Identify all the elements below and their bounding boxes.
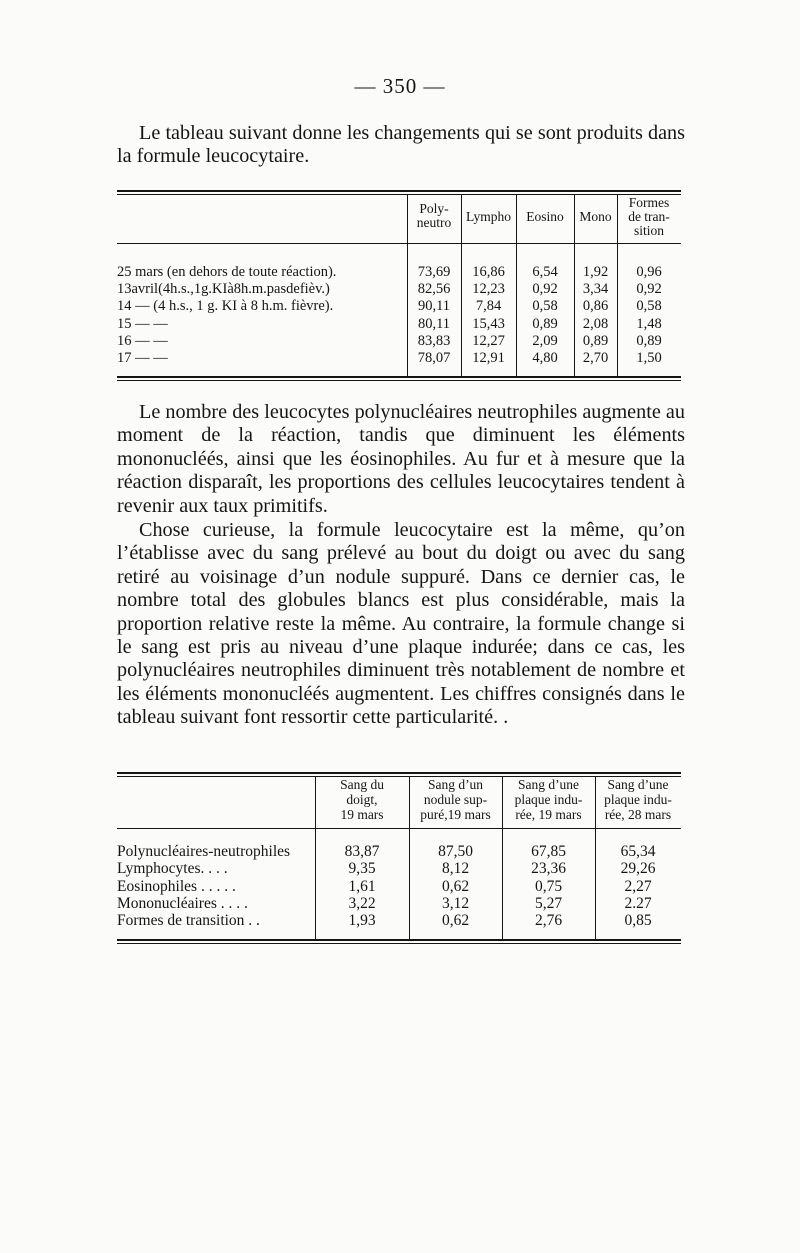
row-label: 16 — —	[117, 332, 168, 349]
table-cell: 78,07	[417, 350, 451, 366]
column-header-polyneutro: Poly- neutro	[416, 201, 452, 230]
column-header-lympho: Lympho	[465, 209, 511, 224]
table-blood-sample-comparison	[117, 772, 681, 944]
row-label: Mononucléaires . . . .	[117, 894, 248, 912]
table-rule	[117, 772, 681, 774]
table-cell: 83,87	[344, 843, 380, 860]
table-cell: 1,61	[348, 877, 376, 895]
row-label: 17 — —	[117, 350, 168, 366]
table-cell: 90,11	[417, 298, 451, 315]
table-cell: 9,35	[348, 860, 376, 878]
table-cell: 7,84	[475, 298, 502, 315]
table-cell: 1,50	[636, 350, 662, 366]
table-cell: 5,27	[534, 894, 563, 912]
table-cell: 73,69	[417, 264, 451, 280]
table-rule	[117, 194, 681, 195]
table-cell: 16,86	[472, 264, 505, 280]
table-cell: 2,70	[582, 350, 609, 366]
table-cell: 0,75	[534, 877, 563, 895]
table-cell: 65,34	[620, 843, 656, 860]
table-cell: 2,09	[532, 332, 558, 349]
table-cell: 0,96	[636, 264, 662, 280]
table-cell: 0,89	[532, 315, 558, 332]
table-cell: 2,08	[582, 315, 609, 332]
table-cell: 12,27	[472, 332, 505, 349]
table-cell: 6,54	[532, 264, 558, 280]
intro-paragraph: Le tableau suivant donne les changements qui se sont produits dans la formule leucocytaire.	[117, 122, 685, 168]
row-label: Polynucléaires-neutrophiles	[117, 843, 291, 860]
table-cell: 82,56	[417, 281, 451, 298]
row-label: Eosinophiles . . . . .	[117, 877, 236, 895]
table-cell: 23,36	[531, 860, 566, 878]
table-cell: 8,12	[441, 860, 470, 878]
table-cell: 12,91	[472, 350, 505, 366]
row-label: 25 mars (en dehors de toute réaction).	[117, 264, 337, 280]
table-cell: 0,62	[441, 877, 470, 895]
table-cell: 0,89	[582, 332, 609, 349]
column-header-transition: Formes de tran- sition	[628, 195, 670, 238]
table-cell: 2,27	[624, 877, 652, 895]
row-label: 15 — —	[117, 315, 168, 332]
column-header-plaque-blood-28: Sang d’une plaque indu- rée, 28 mars	[604, 777, 672, 822]
column-header-plaque-blood-19: Sang d’une plaque indu- rée, 19 mars	[514, 777, 583, 822]
table-cell: 3,22	[348, 894, 376, 912]
column-header-nodule-blood: Sang d’un nodule sup- puré,19 mars	[420, 777, 491, 822]
column-header-eosino: Eosino	[526, 209, 564, 224]
table-cell: 0,58	[636, 298, 662, 315]
column-header-finger-blood: Sang du doigt, 19 mars	[340, 777, 384, 822]
row-label: 13avril(4h.s.,1g.KIà8h.m.pasdefièv.)	[117, 281, 330, 298]
table-cell: 80,11	[417, 315, 451, 332]
table-header-rule	[117, 828, 681, 829]
table-cell: 87,50	[438, 843, 473, 860]
paragraph-reaction: Le nombre des leucocytes polynucléaires neutrophiles augmente au moment de la réaction, tandis que diminuent les éléments mononucléés, ainsi que les éosinophiles. Au fur et à mesure que la réaction disparaît, les proportions des cellules leucocytaires tendent à revenir aux taux primitifs.	[117, 401, 685, 517]
table-rule	[117, 939, 681, 941]
table-cell: 0,86	[582, 298, 609, 315]
paragraph-curious: Chose curieuse, la formule leucocytaire est la même, qu’on l’établisse avec du sang prélevé au bout du doigt ou avec du sang retiré au voisinage d’un nodule suppuré. Dans ce dernier cas, le nombre total des globules blancs est plus considérable, mais la proportion relative reste la même. Au contraire, la formule change si le sang est pris au niveau d’une plaque indurée; dans ce cas, les polynucléaires neutrophiles diminuent très notablement de nombre et les éléments mononucléés augmentent. Les chiffres consignés dans le tableau suivant font ressortir cette particularité. .	[117, 519, 685, 729]
table-leukocyte-formula	[117, 190, 681, 386]
table-cell: 1,92	[582, 264, 609, 280]
table-cell: 3,12	[441, 894, 470, 912]
row-label: Formes de transition . .	[117, 912, 260, 930]
table-cell: 4,80	[532, 350, 558, 366]
table-cell: 0,62	[441, 912, 470, 930]
page-number: — 350 —	[354, 74, 446, 98]
table-rule	[117, 376, 681, 378]
table-cell: 1,93	[348, 912, 376, 930]
table-rule	[117, 943, 681, 944]
table-cell: 0,92	[532, 281, 558, 298]
row-label: 14 — (4 h.s., 1 g. KI à 8 h.m. fièvre).	[117, 298, 334, 315]
row-label: Lymphocytes. . . .	[117, 860, 228, 878]
table-cell: 0,58	[532, 298, 558, 315]
table-cell: 15,43	[472, 315, 505, 332]
table-cell: 0,85	[624, 912, 652, 930]
table-cell: 0,92	[636, 281, 662, 298]
table-cell: 3,34	[582, 281, 609, 298]
table-cell: 83,83	[417, 332, 451, 349]
table-cell: 67,85	[531, 843, 566, 860]
table-cell: 12,23	[472, 281, 505, 298]
table-cell: 2.27	[624, 894, 652, 912]
column-header-mono: Mono	[579, 209, 612, 224]
table-cell: 29,26	[620, 860, 656, 878]
table-cell: 2,76	[534, 912, 563, 930]
table-cell: 0,89	[636, 332, 662, 349]
table-rule	[117, 380, 681, 381]
table-cell: 1,48	[636, 315, 662, 332]
table-header-rule	[117, 243, 681, 244]
table-rule	[117, 190, 681, 192]
